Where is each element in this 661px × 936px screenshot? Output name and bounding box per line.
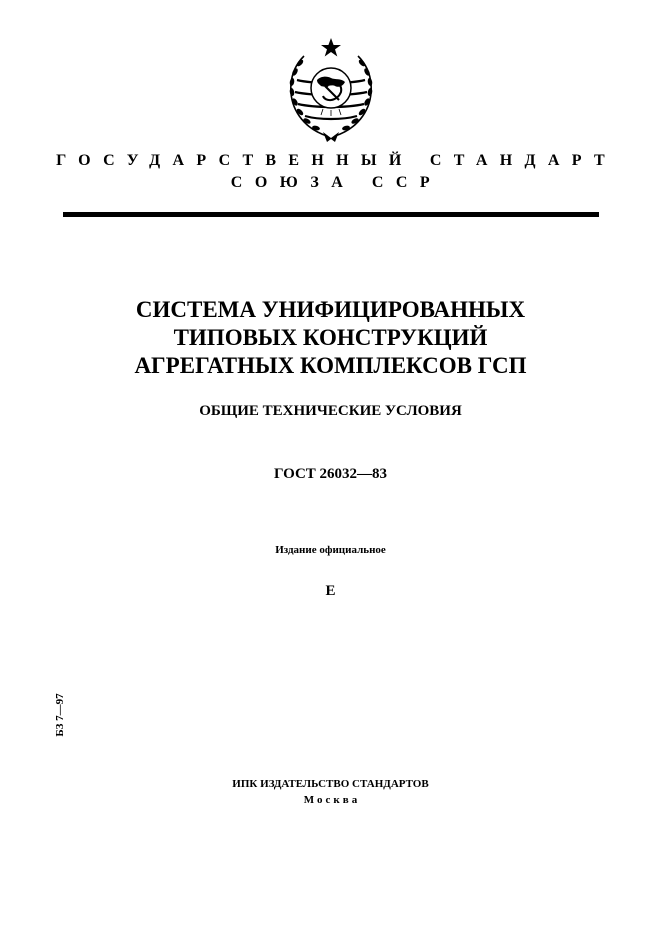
side-code: БЗ 7—97: [54, 693, 66, 737]
publisher-city: Москва: [303, 794, 361, 806]
subtitle: ОБЩИЕ ТЕХНИЧЕСКИЕ УСЛОВИЯ: [199, 403, 462, 419]
horizontal-rule: [63, 212, 599, 217]
standard-code: ГОСТ 26032—83: [273, 466, 388, 482]
title-line-2: ТИПОВЫХ КОНСТРУКЦИЙ: [173, 325, 488, 350]
edition-note: Издание официальное: [275, 544, 386, 556]
header-line-2: СОЮЗА ССР: [230, 174, 443, 191]
publisher-name: ИПК ИЗДАТЕЛЬСТВО СТАНДАРТОВ: [232, 778, 429, 790]
edition-letter: Е: [325, 583, 336, 599]
title-line-1: СИСТЕМА УНИФИЦИРОВАННЫХ: [135, 297, 526, 322]
title-line-3: АГРЕГАТНЫХ КОМПЛЕКСОВ ГСП: [134, 353, 527, 378]
state-emblem: [283, 36, 379, 144]
header-line-1: ГОСУДАРСТВЕННЫЙ СТАНДАРТ: [56, 152, 617, 169]
